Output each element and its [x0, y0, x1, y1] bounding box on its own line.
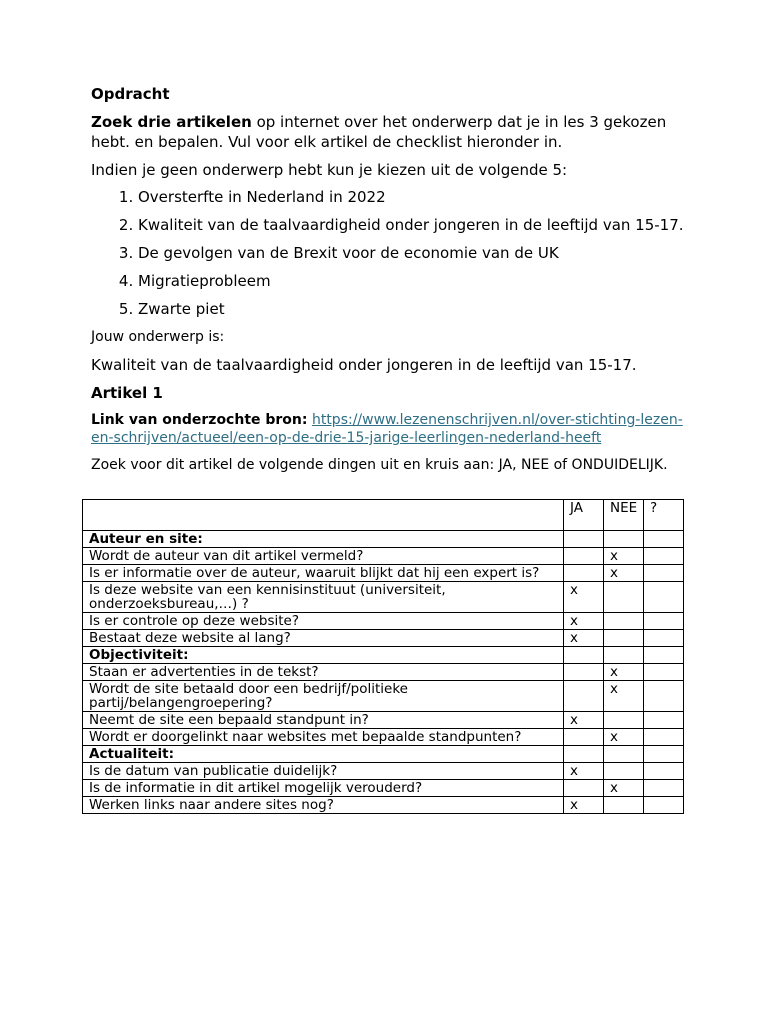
- question-cell: Is de informatie in dit artikel mogelijk verouderd?: [83, 780, 564, 797]
- question-cell: Werken links naar andere sites nog?: [83, 797, 564, 814]
- unknown-cell: [644, 565, 684, 582]
- checklist-table: [82, 499, 684, 814]
- table-row: [83, 548, 684, 565]
- unknown-cell: [644, 712, 684, 729]
- ja-cell: x: [564, 797, 604, 814]
- ja-cell: [564, 531, 604, 548]
- unknown-cell: [644, 613, 684, 630]
- table-row: [83, 729, 684, 746]
- unknown-cell: [644, 664, 684, 681]
- your-topic: Kwaliteit van de taalvaardigheid onder jongeren in de leeftijd van 15-17.: [91, 356, 637, 374]
- intro-text: op internet over het onderwerp dat je in les 3 gekozen hebt. en bepalen. Vul voor elk artikel de checklist hieronder in.: [91, 113, 667, 151]
- nee-cell: x: [604, 565, 644, 582]
- question-cell: Is de datum van publicatie duidelijk?: [83, 763, 564, 780]
- ja-cell: x: [564, 712, 604, 729]
- unknown-cell: [644, 531, 684, 548]
- nee-cell: [604, 712, 644, 729]
- nee-cell: [604, 746, 644, 763]
- unknown-cell: [644, 548, 684, 565]
- ja-cell: x: [564, 582, 604, 613]
- unknown-cell: [644, 681, 684, 712]
- nee-cell: [604, 531, 644, 548]
- topic-item: 5. Zwarte piet: [138, 300, 691, 319]
- topic-list: [91, 188, 691, 319]
- intro-paragraph: [91, 112, 691, 152]
- table-row: [83, 797, 684, 814]
- ja-cell: [564, 565, 604, 582]
- nee-cell: [604, 763, 644, 780]
- header-cell-question: [83, 500, 564, 531]
- unknown-cell: [644, 797, 684, 814]
- topic-item: 3. De gevolgen van de Brexit voor de economie van de UK: [138, 244, 691, 263]
- ja-cell: [564, 780, 604, 797]
- question-cell: Is er controle op deze website?: [83, 613, 564, 630]
- section-heading: Opdracht: [91, 85, 170, 103]
- nee-cell: [604, 797, 644, 814]
- article-title: Artikel 1: [91, 384, 163, 402]
- table-row: [83, 712, 684, 729]
- intro-bold: Zoek drie artikelen: [91, 113, 252, 131]
- nee-cell: [604, 647, 644, 664]
- unknown-cell: [644, 763, 684, 780]
- header-cell-unknown: ?: [644, 500, 684, 531]
- table-row: [83, 681, 684, 712]
- header-cell-nee: NEE: [604, 500, 644, 531]
- question-cell: Actualiteit:: [83, 746, 564, 763]
- question-cell: Wordt er doorgelinkt naar websites met bepaalde standpunten?: [83, 729, 564, 746]
- table-section-row: [83, 531, 684, 548]
- ja-cell: x: [564, 763, 604, 780]
- ja-cell: [564, 548, 604, 565]
- unknown-cell: [644, 630, 684, 647]
- table-row: [83, 780, 684, 797]
- table-section-row: [83, 647, 684, 664]
- ja-cell: x: [564, 613, 604, 630]
- source-label: Link van onderzochte bron:: [91, 412, 308, 428]
- table-section-row: [83, 746, 684, 763]
- nee-cell: [604, 582, 644, 613]
- question-cell: Neemt de site een bepaald standpunt in?: [83, 712, 564, 729]
- question-cell: Is er informatie over de auteur, waaruit blijkt dat hij een expert is?: [83, 565, 564, 582]
- table-row: [83, 565, 684, 582]
- table-row: [83, 664, 684, 681]
- question-cell: Bestaat deze website al lang?: [83, 630, 564, 647]
- document-body: [91, 84, 691, 478]
- question-cell: Wordt de auteur van dit artikel vermeld?: [83, 548, 564, 565]
- source-paragraph: [91, 411, 691, 447]
- topic-item: 2. Kwaliteit van de taalvaardigheid onder jongeren in de leeftijd van 15-17.: [138, 216, 691, 235]
- your-topic-label: Jouw onderwerp is:: [91, 329, 225, 345]
- instruction-text: Zoek voor dit artikel de volgende dingen uit en kruis aan: JA, NEE of ONDUIDELIJK.: [91, 457, 668, 473]
- question-cell: Wordt de site betaald door een bedrijf/politieke partij/belangengroepering?: [83, 681, 564, 712]
- table-row: [83, 763, 684, 780]
- table-row: [83, 613, 684, 630]
- ja-cell: x: [564, 630, 604, 647]
- unknown-cell: [644, 780, 684, 797]
- header-cell-ja: JA: [564, 500, 604, 531]
- unknown-cell: [644, 582, 684, 613]
- unknown-cell: [644, 746, 684, 763]
- ja-cell: [564, 681, 604, 712]
- question-cell: Objectiviteit:: [83, 647, 564, 664]
- question-cell: Auteur en site:: [83, 531, 564, 548]
- ja-cell: [564, 729, 604, 746]
- table-row: [83, 630, 684, 647]
- ja-cell: [564, 664, 604, 681]
- question-cell: Staan er advertenties in de tekst?: [83, 664, 564, 681]
- nee-cell: [604, 613, 644, 630]
- nee-cell: x: [604, 729, 644, 746]
- topic-item: 1. Oversterfte in Nederland in 2022: [138, 188, 691, 207]
- ja-cell: [564, 746, 604, 763]
- nee-cell: x: [604, 780, 644, 797]
- nee-cell: x: [604, 664, 644, 681]
- source-link[interactable]: https://www.lezenenschrijven.nl/over-stichting-lezen-en-schrijven/actueel/een-op-de-drie-15-jarige-leerlingen-nederland-heeft: [91, 412, 683, 446]
- nee-cell: x: [604, 681, 644, 712]
- nee-cell: [604, 630, 644, 647]
- unknown-cell: [644, 729, 684, 746]
- nee-cell: x: [604, 548, 644, 565]
- unknown-cell: [644, 647, 684, 664]
- ja-cell: [564, 647, 604, 664]
- topic-item: 4. Migratieprobleem: [138, 272, 691, 291]
- table-row: [83, 582, 684, 613]
- table-header-row: [83, 500, 684, 531]
- choose-text: Indien je geen onderwerp hebt kun je kiezen uit de volgende 5:: [91, 161, 568, 179]
- question-cell: Is deze website van een kennisinstituut (universiteit, onderzoeksbureau,…) ?: [83, 582, 564, 613]
